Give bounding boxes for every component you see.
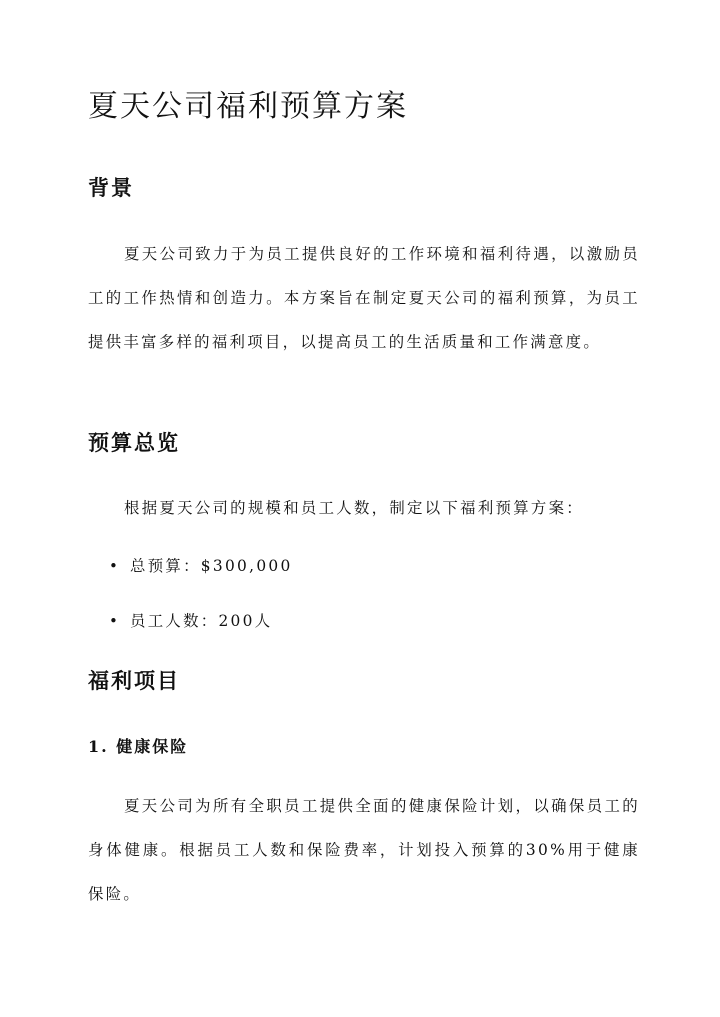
health-insurance-paragraph: 夏天公司为所有全职员工提供全面的健康保险计划，以确保员工的身体健康。根据员工人数和保险费率，计划投入预算的30%用于健康保险。 — [88, 797, 640, 903]
list-item — [88, 607, 293, 635]
section-heading-budget-overview: 预算总览 — [88, 430, 180, 455]
document-title: 夏天公司福利预算方案 — [88, 89, 408, 124]
subsection-heading-health-insurance: 1. 健康保险 — [88, 737, 189, 756]
budget-bullet-list — [88, 552, 293, 635]
background-paragraph: 夏天公司致力于为员工提供良好的工作环境和福利待遇，以激励员工的工作热情和创造力。本方案旨在制定夏天公司的福利预算，为员工提供丰富多样的福利项目，以提高员工的生活质量和工作满意度。 — [88, 245, 640, 351]
bullet-icon: • — [109, 557, 121, 575]
section-heading-benefit-items: 福利项目 — [88, 668, 180, 693]
bullet-text-employee-count: 员工人数：200人 — [130, 612, 273, 630]
bullet-text-total-budget: 总预算：$300,000 — [130, 557, 293, 575]
list-item — [88, 552, 293, 580]
budget-overview-paragraph: 根据夏天公司的规模和员工人数，制定以下福利预算方案： — [124, 499, 584, 517]
bullet-icon: • — [109, 612, 121, 630]
section-heading-background: 背景 — [88, 175, 134, 200]
